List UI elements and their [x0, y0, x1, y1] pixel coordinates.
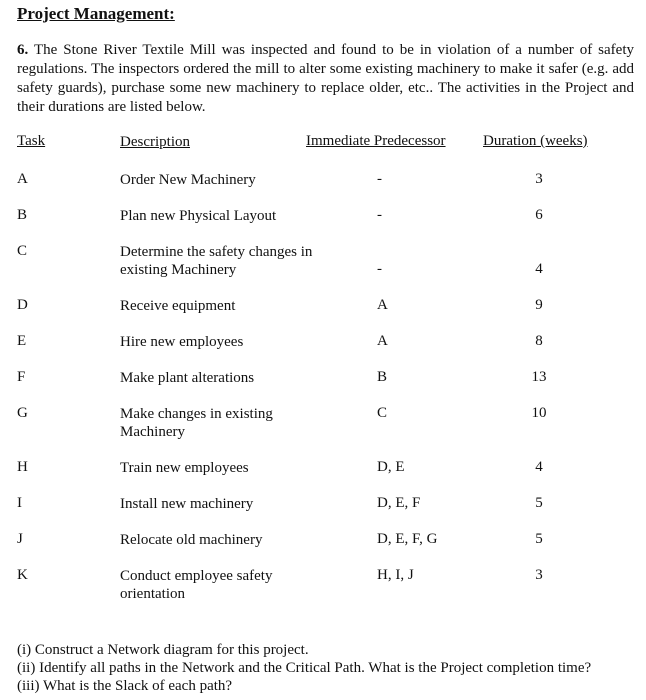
row-d-task: D [17, 297, 28, 313]
problem-text: The Stone River Textile Mill was inspected and found to be in violation of a number of safety regulations. The inspectors ordered the mill to alter some existing machinery to make it safer (e.g. add safety guards), purchase some new machinery to replace older, etc.. The activities in the Project and their durations are listed below. [17, 42, 634, 115]
row-c-predecessor: - [377, 261, 382, 277]
row-h-description: Train new employees [120, 460, 249, 476]
row-k-description: Conduct employee safety orientation [120, 568, 273, 602]
row-j-task: J [17, 531, 23, 547]
row-e-description: Hire new employees [120, 334, 244, 350]
section-heading: Project Management: [17, 4, 175, 23]
row-b-duration: 6 [535, 207, 543, 223]
row-k-predecessor: H, I, J [377, 567, 414, 583]
header-duration: Duration (weeks) [483, 133, 588, 149]
row-c-description: Determine the safety changes in existing Machinery [120, 244, 313, 278]
row-e-duration: 8 [535, 333, 543, 349]
question-list [17, 641, 591, 695]
row-d-duration: 9 [535, 297, 543, 313]
row-a-predecessor: - [377, 171, 382, 187]
row-i-description: Install new machinery [120, 496, 254, 512]
row-j-duration: 5 [535, 531, 543, 547]
header-description: Description [120, 134, 190, 150]
row-b-task: B [17, 207, 28, 223]
row-k-task: K [17, 567, 28, 583]
row-i-task: I [17, 495, 22, 511]
row-f-task: F [17, 369, 26, 385]
row-h-task: H [17, 459, 28, 475]
row-a-task: A [17, 171, 28, 187]
row-d-predecessor: A [377, 297, 388, 313]
problem-statement [17, 41, 634, 117]
header-task: Task [17, 133, 46, 149]
row-f-predecessor: B [377, 369, 388, 385]
row-g-description: Make changes in existing Machinery [120, 406, 273, 440]
header-predecessor: Immediate Predecessor [306, 133, 446, 149]
row-h-predecessor: D, E [377, 459, 405, 475]
row-f-duration: 13 [531, 369, 547, 385]
row-j-predecessor: D, E, F, G [377, 531, 438, 547]
row-b-predecessor: - [377, 207, 382, 223]
row-a-duration: 3 [535, 171, 543, 187]
row-f-description: Make plant alterations [120, 370, 255, 386]
row-a-description: Order New Machinery [120, 172, 256, 188]
question-item: (i) Construct a Network diagram for this project. [17, 642, 309, 658]
row-e-task: E [17, 333, 27, 349]
row-b-description: Plan new Physical Layout [120, 208, 277, 224]
row-i-predecessor: D, E, F [377, 495, 421, 511]
question-item: (iii) What is the Slack of each path? [17, 678, 233, 694]
row-g-duration: 10 [531, 405, 547, 421]
row-i-duration: 5 [535, 495, 543, 511]
row-c-task: C [17, 243, 28, 259]
row-h-duration: 4 [535, 459, 543, 475]
row-k-duration: 3 [535, 567, 543, 583]
problem-number: 6. [17, 42, 29, 58]
row-c-duration: 4 [535, 261, 543, 277]
row-g-predecessor: C [377, 405, 388, 421]
question-item: (ii) Identify all paths in the Network and the Critical Path. What is the Project completion time? [17, 660, 592, 676]
row-e-predecessor: A [377, 333, 388, 349]
row-d-description: Receive equipment [120, 298, 236, 314]
row-g-task: G [17, 405, 28, 421]
row-j-description: Relocate old machinery [120, 532, 263, 548]
